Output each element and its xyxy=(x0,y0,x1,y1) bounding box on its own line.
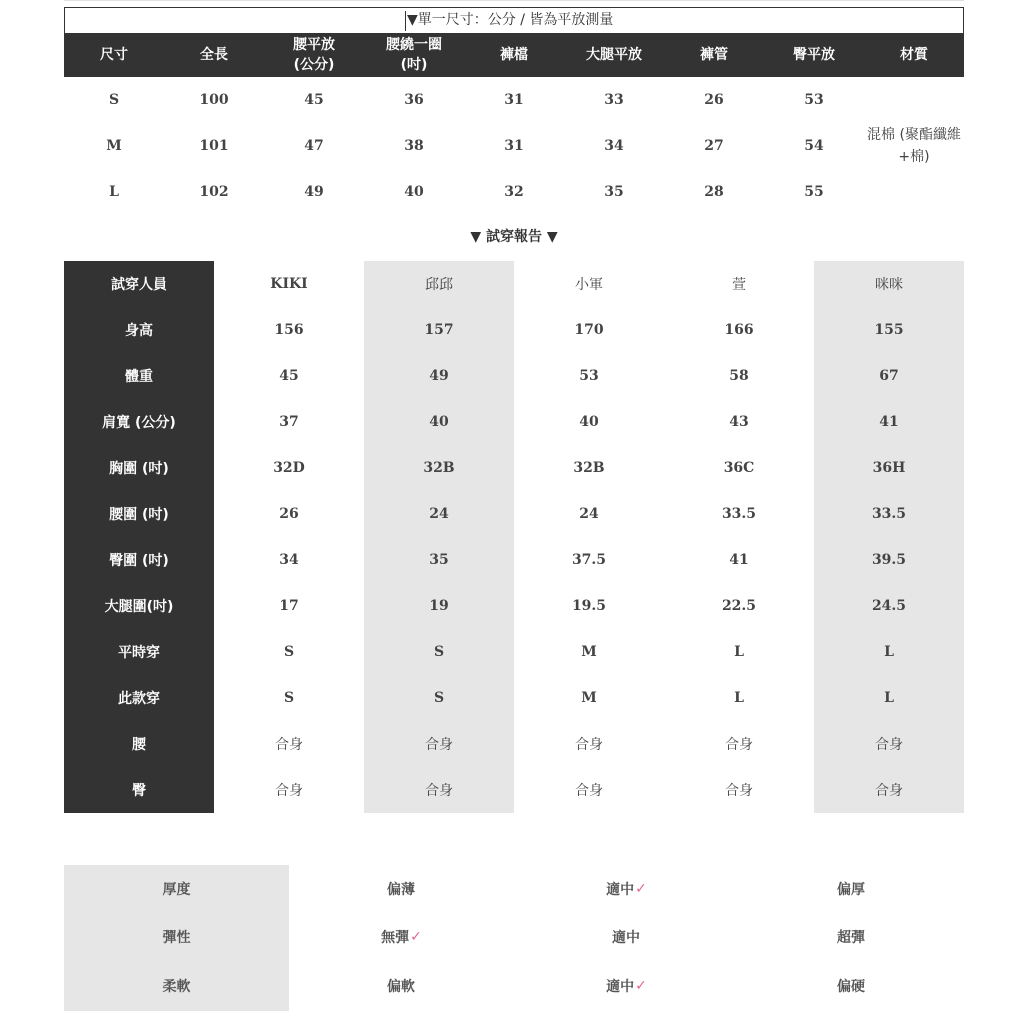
report-cell: 34 xyxy=(279,552,299,568)
report-name: KIKI xyxy=(270,276,308,292)
report-cell: 155 xyxy=(874,322,904,338)
report-label: 腰圍 (吋) xyxy=(109,507,169,523)
report-label: 大腿圍(吋) xyxy=(104,599,174,615)
report-title: ▼ 試穿報告 ▼ xyxy=(470,229,558,245)
option-text: 偏硬 xyxy=(837,979,865,995)
report-label: 肩寬 (公分) xyxy=(102,415,176,431)
size-table-body xyxy=(64,77,964,215)
report-cell: L xyxy=(884,644,894,660)
table-cell: 101 xyxy=(199,138,229,154)
report-cell: 170 xyxy=(574,322,604,338)
report-cell: 合身 xyxy=(275,783,303,799)
table-cell: 54 xyxy=(804,138,824,154)
feel-option xyxy=(289,913,514,961)
table-cell: 36 xyxy=(404,92,424,108)
option-text: 偏薄 xyxy=(387,882,415,898)
report-cell: 40 xyxy=(579,414,599,430)
report-cell: 37.5 xyxy=(571,552,607,568)
option-text: 適中 xyxy=(606,882,635,898)
feel-row-elasticity xyxy=(64,913,964,961)
table-cell: 55 xyxy=(804,184,824,200)
feel-row-softness xyxy=(64,962,964,1010)
report-label-column xyxy=(64,261,214,813)
check-mark-icon: ✓ xyxy=(635,881,647,897)
feel-option xyxy=(514,913,739,961)
table-cell: 38 xyxy=(404,138,424,154)
feel-label: 彈性 xyxy=(162,930,191,946)
report-cell: 合身 xyxy=(275,737,303,753)
report-cell: M xyxy=(581,690,597,706)
size-table-header xyxy=(64,33,964,77)
report-label: 平時穿 xyxy=(118,645,160,661)
feel-option xyxy=(739,865,964,913)
report-cell: S xyxy=(433,644,445,660)
header-waist-flat: 腰平放 (公分) xyxy=(293,37,335,73)
option-text: 適中 xyxy=(612,930,640,946)
report-column-qiuqiu xyxy=(364,261,514,813)
report-cell: S xyxy=(283,644,295,660)
header-material: 材質 xyxy=(900,47,928,63)
report-label: 臀圍 (吋) xyxy=(109,553,169,569)
report-cell: 67 xyxy=(879,368,899,384)
table-cell: 27 xyxy=(704,138,724,154)
header-size: 尺寸 xyxy=(100,47,128,63)
report-cell: 合身 xyxy=(725,783,753,799)
check-mark-icon: ✓ xyxy=(635,978,647,994)
report-cell: 33.5 xyxy=(871,506,907,522)
report-name: 咪咪 xyxy=(875,277,903,293)
option-text: 偏軟 xyxy=(387,979,415,995)
option-text: 偏厚 xyxy=(837,882,865,898)
report-cell: M xyxy=(581,644,597,660)
report-cell: 40 xyxy=(429,414,449,430)
report-label: 試穿人員 xyxy=(111,277,167,293)
table-cell: 47 xyxy=(304,138,324,154)
feel-label: 厚度 xyxy=(162,882,191,898)
table-cell: 40 xyxy=(404,184,424,200)
option-text: 超彈 xyxy=(837,930,865,946)
size-table-caption xyxy=(64,7,964,33)
feel-option xyxy=(289,962,514,1010)
try-on-report-table xyxy=(64,261,964,813)
report-cell: 26 xyxy=(279,506,299,522)
table-cell: 100 xyxy=(199,92,229,108)
table-cell: M xyxy=(106,138,122,154)
report-cell: 合身 xyxy=(575,737,603,753)
report-cell: 36H xyxy=(872,460,906,476)
table-row xyxy=(64,77,864,123)
report-cell: 17 xyxy=(279,598,299,614)
header-length: 全長 xyxy=(200,47,228,63)
report-cell: 49 xyxy=(429,368,449,384)
report-label: 體重 xyxy=(125,369,153,385)
report-cell: 19 xyxy=(429,598,449,614)
table-cell: 35 xyxy=(604,184,624,200)
table-cell: 26 xyxy=(704,92,724,108)
report-cell: 41 xyxy=(729,552,749,568)
report-label: 身高 xyxy=(125,323,153,339)
report-cell: 58 xyxy=(729,368,749,384)
feel-option xyxy=(514,962,739,1010)
table-cell: 31 xyxy=(504,138,524,154)
feel-label: 柔軟 xyxy=(162,979,191,995)
report-label: 腰 xyxy=(132,737,146,753)
header-thigh: 大腿平放 xyxy=(586,47,642,63)
report-cell: 24 xyxy=(579,506,599,522)
feel-row-thickness xyxy=(64,865,964,913)
report-column-xuan xyxy=(664,261,814,813)
report-cell: L xyxy=(884,690,894,706)
option-text: 適中 xyxy=(606,979,635,995)
header-leg-opening: 褲管 xyxy=(700,47,728,63)
feel-option xyxy=(289,865,514,913)
report-cell: 19.5 xyxy=(571,598,607,614)
table-cell: 28 xyxy=(704,184,724,200)
feel-option xyxy=(739,962,964,1010)
report-cell: 合身 xyxy=(575,783,603,799)
report-cell: 41 xyxy=(879,414,899,430)
report-cell: 166 xyxy=(724,322,754,338)
report-cell: 39.5 xyxy=(871,552,907,568)
report-cell: 156 xyxy=(274,322,304,338)
table-cell: 49 xyxy=(304,184,324,200)
report-label: 此款穿 xyxy=(118,691,160,707)
caption-bar xyxy=(405,11,406,31)
report-cell: 合身 xyxy=(425,783,453,799)
report-label: 臀 xyxy=(132,783,146,799)
report-cell: 32B xyxy=(423,460,455,476)
size-caption-text: ▼單一尺寸：公分 / 皆為平放測量 xyxy=(407,12,614,28)
option-text: 無彈 xyxy=(381,930,410,946)
report-cell: 合身 xyxy=(725,737,753,753)
report-cell: 合身 xyxy=(875,783,903,799)
report-cell: 24 xyxy=(429,506,449,522)
report-cell: 35 xyxy=(429,552,449,568)
feel-option xyxy=(739,913,964,961)
report-cell: 53 xyxy=(579,368,599,384)
table-cell: 53 xyxy=(804,92,824,108)
header-crotch: 褲檔 xyxy=(500,47,528,63)
report-cell: 22.5 xyxy=(721,598,757,614)
table-cell: 45 xyxy=(304,92,324,108)
report-cell: 36C xyxy=(723,460,755,476)
feel-option xyxy=(514,865,739,913)
table-cell: 32 xyxy=(504,184,524,200)
report-cell: 32D xyxy=(273,460,305,476)
table-cell: S xyxy=(108,92,120,108)
header-waist-round: 腰繞一圈 (吋) xyxy=(386,37,442,73)
header-hip: 臀平放 xyxy=(793,47,835,63)
fabric-feel-table xyxy=(64,865,964,1011)
report-cell: 合身 xyxy=(875,737,903,753)
report-cell: 37 xyxy=(279,414,299,430)
report-cell: S xyxy=(433,690,445,706)
report-column-mimi xyxy=(814,261,964,813)
report-cell: 43 xyxy=(729,414,749,430)
report-cell: 32B xyxy=(573,460,605,476)
material-cell: 混棉 (聚酯纖維+棉) xyxy=(867,127,961,165)
report-cell: 33.5 xyxy=(721,506,757,522)
table-cell: 33 xyxy=(604,92,624,108)
report-name: 萱 xyxy=(732,277,746,293)
report-cell: L xyxy=(734,644,744,660)
top-divider xyxy=(64,0,964,1)
report-column-kiki xyxy=(214,261,364,813)
table-cell: 34 xyxy=(604,138,624,154)
table-cell: 102 xyxy=(199,184,229,200)
report-column-xiaojun xyxy=(514,261,664,813)
table-cell: L xyxy=(109,184,119,200)
table-row xyxy=(64,169,864,215)
check-mark-icon: ✓ xyxy=(410,929,422,945)
table-cell: 31 xyxy=(504,92,524,108)
report-cell: 合身 xyxy=(425,737,453,753)
report-cell: 45 xyxy=(279,368,299,384)
report-cell: 157 xyxy=(424,322,454,338)
table-row xyxy=(64,123,864,169)
report-cell: 24.5 xyxy=(871,598,907,614)
report-cell: S xyxy=(283,690,295,706)
report-cell: L xyxy=(734,690,744,706)
report-label: 胸圍 (吋) xyxy=(109,461,169,477)
report-name: 邱邱 xyxy=(425,277,453,293)
report-name: 小軍 xyxy=(575,277,603,293)
